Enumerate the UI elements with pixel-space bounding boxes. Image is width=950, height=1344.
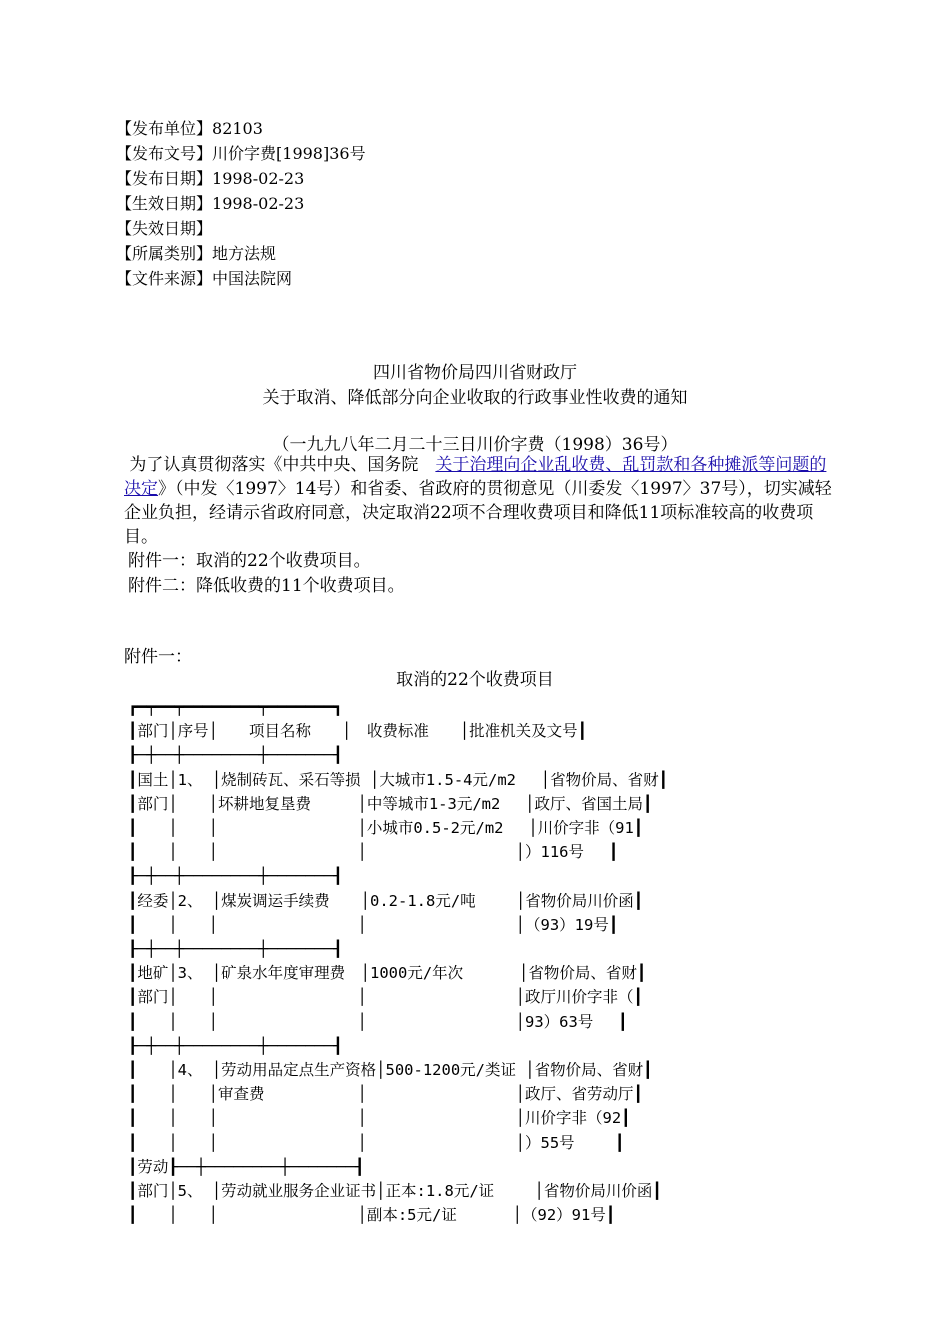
table-line: ┠─┼──┼────────┼───────┨ [128, 867, 343, 886]
table-line: ┃劳动┠──┼────────┼───────┨ [128, 1157, 365, 1176]
meta-category: 【所属类别】地方法规 [116, 244, 277, 263]
table-line: ┠─┼──┼────────┼───────┨ [128, 746, 343, 765]
main-paragraph: 为了认真贯彻落实《中共中央、国务院 关于治理向企业乱收费、乱罚款和各种摊派等问题的决定》（中发〈1997〉14号）和省委、省政府的贯彻意见（川委发〈1997〉37号），切实减轻企业负担，经请示省政府同意，决定取消22项不合理收费项目和降低11项标准较高的收费项目。 [124, 455, 832, 547]
table-line: ┃ │ │ │ │川价字非（92┃ [128, 1109, 631, 1128]
table-line: ┠─┼──┼────────┼───────┨ [128, 940, 343, 959]
table-line: ┃ │ │ │ │）55号 ┃ [128, 1133, 625, 1152]
document-issuer: 四川省物价局四川省财政厅 [373, 363, 577, 383]
table-line: ┃ │ │审查费 │ │政厅、省劳动厅┃ [128, 1085, 643, 1104]
table-line: ┃ │ │ │ │93）63号 ┃ [128, 1012, 628, 1031]
meta-issuer-unit: 【发布单位】82103 [116, 119, 263, 138]
annex-two-note: 附件二：降低收费的11个收费项目。 [128, 576, 405, 596]
table-line: ┃经委│2、 │煤炭调运手续费 │0.2-1.8元/吨 │省物价局川价函┃ [128, 891, 644, 910]
table-line: ┏━┯━━┯━━━━━━━━┯━━━━━━━┓ [128, 698, 343, 716]
meta-expiry-date: 【失效日期】 [116, 219, 213, 238]
table-line: ┃国土│1、 │烧制砖瓦、采石等损 │大城市1.5-4元/m2 │省物价局、省财┃ [128, 770, 668, 789]
table-line: ┃ │ │ │小城市0.5-2元/m2 │川价字非（91┃ [128, 819, 644, 838]
table-line: ┃ │ │ │ │）116号 ┃ [128, 843, 619, 862]
meta-effective-date: 【生效日期】1998-02-23 [116, 194, 305, 213]
table-line: ┃部门│ │坏耕地复垦费 │中等城市1-3元/m2 │政厅、省国土局┃ [128, 794, 653, 813]
document-title: 关于取消、降低部分向企业收取的行政事业性收费的通知 [262, 388, 688, 408]
table-line: ┃ │4、 │劳动用品定点生产资格│500-1200元/类证 │省物价局、省财┃ [128, 1061, 653, 1080]
document-date-line: （一九九八年二月二十三日川价字费（1998）36号） [272, 435, 678, 455]
decision-link[interactable]: 关于治理向企业乱收费、乱罚款和各种摊派等问题的决定 [124, 455, 827, 499]
table-line: ┃ │ │ │副本:5元/证 │（92）91号┃ [128, 1206, 616, 1225]
table-line: ┃ │ │ │ │（93）19号┃ [128, 915, 619, 934]
meta-doc-number: 【发布文号】川价字费[1998]36号 [116, 144, 366, 163]
table-line: ┃部门│5、 │劳动就业服务企业证书│正本:1.8元/证 │省物价局川价函┃ [128, 1182, 662, 1201]
meta-source: 【文件来源】中国法院网 [116, 269, 293, 288]
table-line: ┠─┼──┼────────┼───────┨ [128, 1036, 343, 1055]
table-line: ┃地矿│3、 │矿泉水年度审理费 │1000元/年次 │省物价局、省财┃ [128, 964, 647, 983]
table-line: ┃部门│序号│ 项目名称 │ 收费标准 │批准机关及文号┃ [128, 722, 587, 741]
annex-label: 附件一： [124, 647, 192, 667]
fee-items-table [128, 695, 668, 1227]
document-metadata [116, 116, 366, 291]
annex-title: 取消的22个收费项目 [396, 670, 554, 690]
annex-one-note: 附件一：取消的22个收费项目。 [128, 551, 371, 571]
meta-issue-date: 【发布日期】1998-02-23 [116, 169, 305, 188]
table-line: ┃部门│ │ │ │政厅川价字非（┃ [128, 988, 643, 1007]
